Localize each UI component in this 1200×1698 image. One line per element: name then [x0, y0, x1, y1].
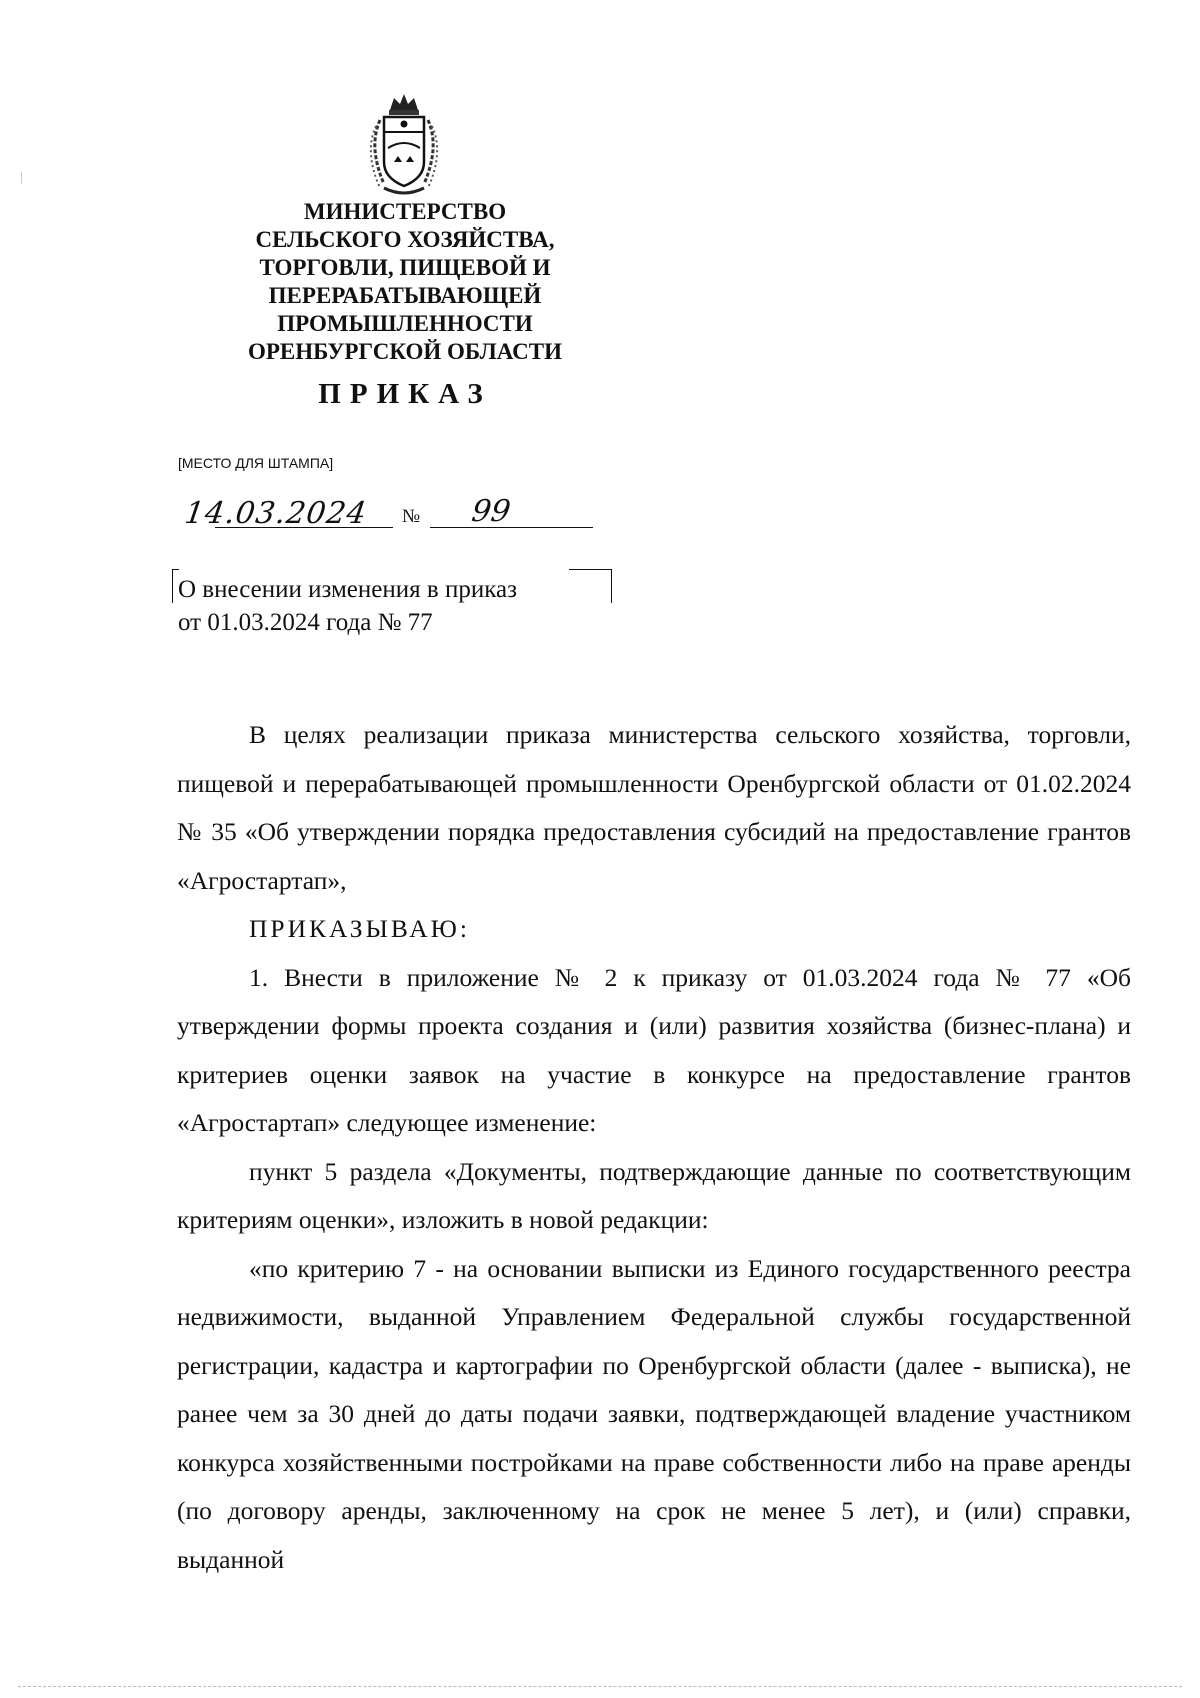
- subject-line: О внесении изменения в приказ: [178, 576, 517, 603]
- clause-paragraph: 1. Внести в приложение № 2 к приказу от 01.03.2024 года № 77 «Об утверждении формы проекта создания и (или) развития хозяйства (бизнес-плана) и критериев оценки заявок на участие в конкурсе на предоставление грантов «Агростартап» следующее изменение:: [177, 962, 1131, 1137]
- order-directive: ПРИКАЗЫВАЮ:: [249, 914, 470, 943]
- ministry-name: [200, 198, 610, 366]
- number-sign: №: [402, 506, 421, 527]
- stamp-placeholder: [МЕСТО ДЛЯ ШТАМПА]: [178, 455, 334, 471]
- document-type-title: ПРИКАЗ: [318, 378, 492, 410]
- coat-of-arms-icon: [354, 92, 454, 200]
- handwritten-date: 14.03.2024: [182, 496, 370, 531]
- subject-bracket-right: [569, 569, 612, 603]
- new-wording-paragraph: «по критерию 7 - на основании выписки из Единого государственного реестра недвижимости, выданной Управлением Федеральной службы государственной регистрации, кадастра и картографии по Оренбургской области (далее - выписка), не ранее чем за 30 дней до даты подачи заявки, подтверждающей владение участником конкурса хозяйственными постройками на праве собственности либо на праве аренды (по договору аренды, заключенному на срок не менее 5 лет), и (или) справки, выданной: [177, 1253, 1131, 1574]
- handwritten-number: 99: [469, 494, 513, 529]
- subject-line: от 01.03.2024 года № 77: [178, 609, 433, 636]
- date-underline: [215, 527, 393, 528]
- page-edge-line: [18, 1686, 1182, 1687]
- preamble-paragraph: В целях реализации приказа министерства сельского хозяйства, торговли, пищевой и перерабатывающей промышленности Оренбургской области от 01.02.2024 № 35 «Об утверждении порядка предоставления субсидий на предоставление грантов «Агростартап»,: [177, 720, 1131, 895]
- ministry-line: ОРЕНБУРГСКОЙ ОБЛАСТИ: [247, 339, 563, 364]
- order-body: [177, 711, 1131, 1584]
- ministry-line: ПРОМЫШЛЕННОСТИ: [277, 311, 533, 336]
- ministry-line: ТОРГОВЛИ, ПИЩЕВОЙ И: [259, 255, 551, 280]
- order-subject: [178, 573, 517, 639]
- ministry-line: СЕЛЬСКОГО ХОЗЯЙСТВА,: [255, 227, 555, 252]
- amendment-paragraph: пункт 5 раздела «Документы, подтверждающие данные по соответствующим критериям оценки», изложить в новой редакции:: [177, 1156, 1131, 1234]
- scan-mark: [21, 172, 22, 184]
- ministry-line: ПЕРЕРАБАТЫВАЮЩЕЙ: [268, 283, 542, 308]
- ministry-line: МИНИСТЕРСТВО: [303, 199, 507, 224]
- number-underline: [430, 527, 593, 528]
